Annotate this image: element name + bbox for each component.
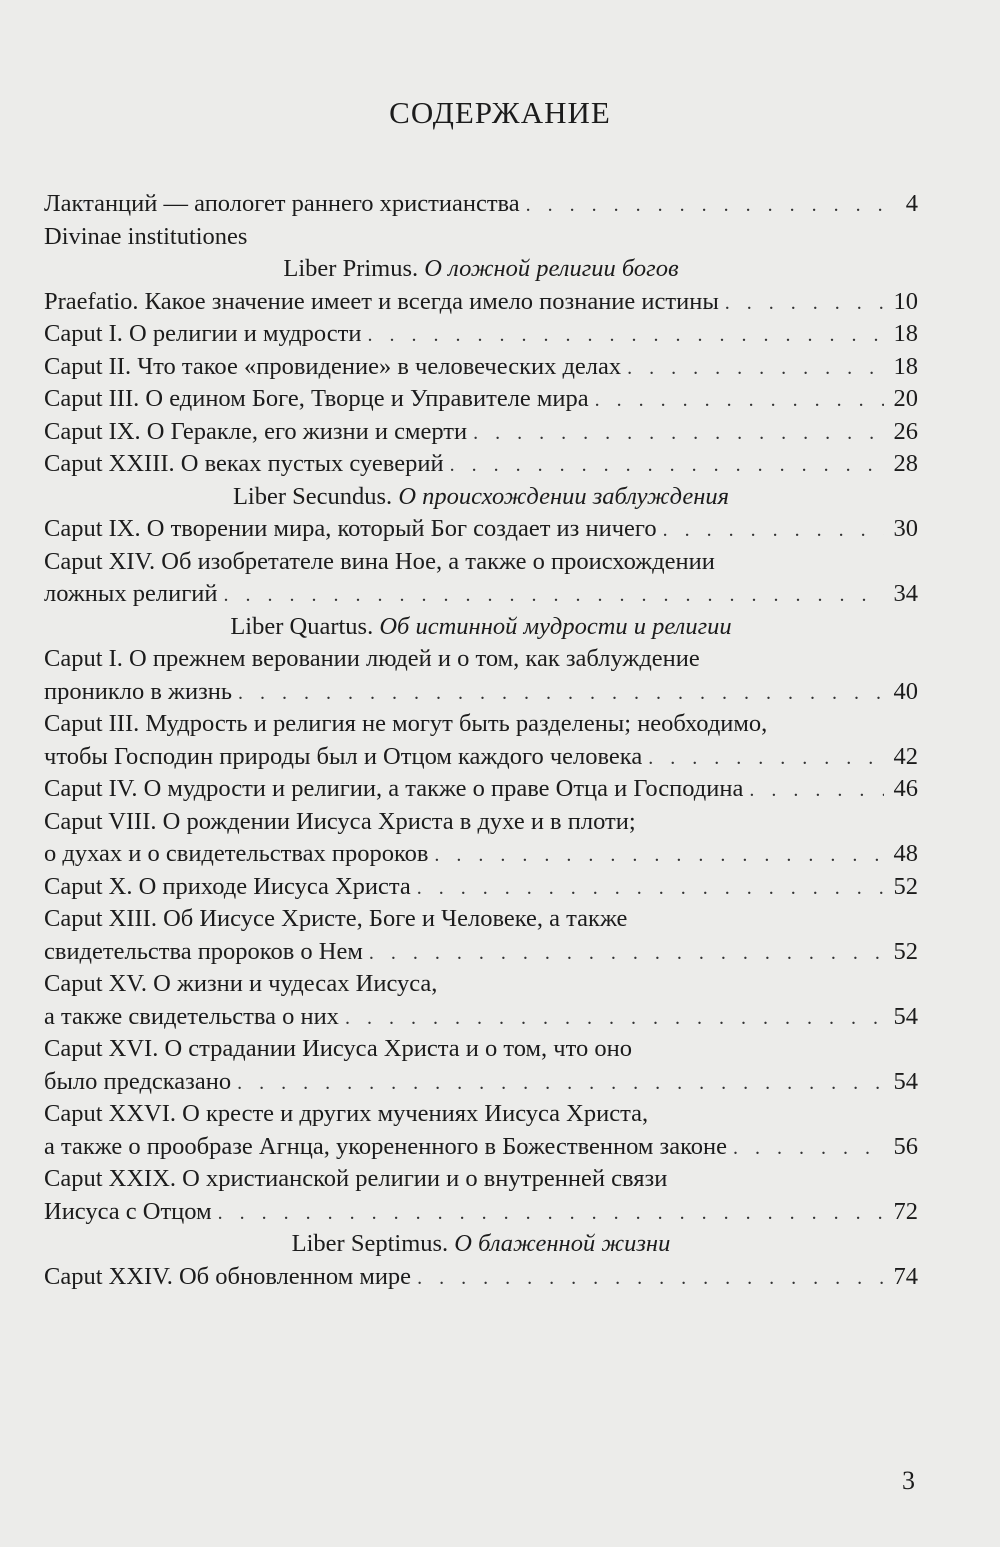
toc-entry-text: проникло в жизнь — [44, 677, 233, 705]
toc-entry — [44, 1098, 918, 1163]
dot-leader — [367, 319, 884, 352]
toc-entry-text: Лактанций — апологет раннего христианства — [44, 190, 520, 217]
toc-entry-text: Caput XV. О жизни и чудесах Иисуса, — [44, 970, 438, 997]
toc-entry — [44, 351, 918, 384]
toc-entry-line — [44, 708, 918, 741]
toc-entry — [44, 903, 918, 968]
book-russian-title: О блаженной жизни — [454, 1230, 671, 1257]
toc-page-number: 18 — [893, 320, 918, 347]
dot-leader — [417, 1262, 884, 1295]
dot-leader — [345, 1002, 884, 1035]
toc-page-number: 26 — [893, 417, 918, 445]
book-russian-title: О ложной религии богов — [424, 255, 679, 282]
toc-entry-text: Caput XVI. О страдании Иисуса Христа и о том, что оно — [44, 1035, 632, 1062]
toc-entry-text: Caput IX. О творении мира, который Бог создает из ничего — [44, 515, 657, 542]
toc-entry-line — [44, 806, 918, 839]
toc-entry-text: Caput XIV. Об изобретателе вина Ное, а также о происхождении — [44, 547, 715, 575]
toc-entry-line — [44, 1066, 918, 1099]
toc-entry-text: Caput X. О приходе Иисуса Христа — [44, 872, 411, 900]
book-russian-title: Об истинной мудрости и религии — [379, 612, 732, 640]
toc-entry-text: Caput I. О религии и мудрости — [44, 320, 362, 347]
page-title: СОДЕРЖАНИЕ — [389, 95, 611, 130]
toc-entry-line — [44, 1098, 918, 1131]
toc-entry — [44, 416, 918, 449]
toc-entry-text: Caput IX. О Геракле, его жизни и смерти — [44, 417, 468, 445]
toc-entry-line — [44, 936, 918, 969]
dot-leader — [417, 872, 884, 905]
book-heading — [44, 1228, 918, 1261]
toc-entry — [44, 773, 918, 806]
toc-page-number: 10 — [893, 287, 918, 315]
toc-entry-line — [44, 676, 918, 709]
toc-entry — [44, 708, 918, 773]
book-latin-title: Liber Quartus. — [230, 612, 374, 640]
dot-leader — [369, 937, 884, 970]
toc-entry-text: свидетельства пророков о Нем — [44, 937, 363, 965]
dot-leader — [434, 839, 884, 872]
toc-entry-line — [44, 1261, 918, 1294]
book-heading — [44, 611, 918, 644]
toc-entry-line — [44, 383, 918, 416]
toc-entry-text: Caput I. О прежнем веровании людей и о том, как заблуждение — [44, 645, 700, 672]
toc-entry-line — [44, 1001, 918, 1034]
toc-entry-line — [44, 286, 918, 319]
toc-entry — [44, 1163, 918, 1228]
toc-entry-line — [44, 351, 918, 384]
toc-page-number: 34 — [893, 580, 918, 607]
toc-entry-line — [44, 773, 918, 806]
toc-page-number: 74 — [893, 1262, 918, 1290]
toc-entry-line — [44, 416, 918, 449]
toc-entry-text: Caput XXIII. О веках пустых суеверий — [44, 450, 444, 477]
toc-entry-text: Caput XXIV. Об обновленном мире — [44, 1262, 412, 1290]
toc-entry — [44, 643, 918, 708]
toc-entry-text: Caput XXIX. О христианской религии и о внутренней связи — [44, 1165, 668, 1192]
book-latin-title: Liber Primus. — [283, 255, 419, 282]
toc-page-number: 4 — [905, 190, 918, 217]
toc-entry — [44, 806, 918, 871]
toc-entry-text: Caput XIII. Об Иисусе Христе, Боге и Человеке, а также — [44, 905, 628, 932]
toc-page-number: 18 — [893, 352, 918, 380]
toc-page-number: 30 — [893, 515, 918, 542]
toc-entry-line — [44, 1196, 918, 1229]
toc-page-number: 72 — [893, 1197, 918, 1225]
toc-entry-line — [44, 578, 918, 611]
dot-leader — [733, 1132, 884, 1165]
toc-entry — [44, 871, 918, 904]
toc-entry-text: ложных религий — [44, 580, 218, 607]
toc-entry-line — [44, 871, 918, 904]
dot-leader — [238, 677, 884, 710]
toc-page-number: 54 — [893, 1067, 918, 1095]
toc-page-number: 48 — [893, 840, 918, 867]
book-latin-title: Liber Secundus. — [232, 482, 393, 510]
toc-entry-line — [44, 513, 918, 546]
toc-page-number: 56 — [893, 1132, 918, 1160]
toc-entry-text: Caput III. О едином Боге, Творце и Управителе мира — [44, 385, 589, 412]
toc-entry-line — [44, 448, 918, 481]
book-latin-title: Liber Septimus. — [291, 1230, 449, 1257]
toc-entry-text: о духах и о свидетельствах пророков — [44, 840, 429, 867]
toc-entry-line — [44, 968, 918, 1001]
dot-leader — [223, 579, 884, 612]
toc-entry-line — [44, 1131, 918, 1164]
toc-page-number: 20 — [893, 385, 918, 412]
toc-page-number: 54 — [893, 1002, 918, 1030]
toc-entry-line — [44, 1163, 918, 1196]
toc-page-number: 46 — [893, 775, 918, 802]
toc-page-number: 52 — [893, 872, 918, 900]
book-russian-title: О происхождении заблуждения — [398, 482, 730, 510]
toc-entry — [44, 286, 918, 319]
dot-leader — [749, 774, 884, 807]
toc-entry-text: а также о прообразе Агнца, укорененного в Божественном законе — [44, 1132, 727, 1160]
toc-entry-text: Caput IV. О мудрости и религии, а также о праве Отца и Господина — [44, 775, 744, 802]
toc-books — [44, 253, 918, 1293]
toc-entry-line — [44, 741, 918, 774]
toc-entry-text: Praefatio. Какое значение имеет и всегда имело познание истины — [44, 287, 719, 315]
dot-leader — [663, 514, 884, 547]
toc-entry-text: а также свидетельства о них — [44, 1002, 339, 1030]
toc-entry-text: чтобы Господин природы был и Отцом каждого человека — [44, 742, 643, 770]
toc-entry — [44, 513, 918, 546]
toc-entry-text: было предсказано — [44, 1067, 232, 1095]
toc-entry-text: Caput III. Мудрость и религия не могут быть разделены; необходимо, — [44, 710, 768, 737]
toc-entry-intro — [44, 188, 918, 221]
toc-entry-text: Caput II. Что такое «провидение» в человеческих делах — [44, 352, 622, 380]
dot-leader — [218, 1197, 884, 1230]
toc-entry-line — [44, 1033, 918, 1066]
toc-entry — [44, 1033, 918, 1098]
page-number: 3 — [902, 1466, 915, 1495]
toc-entry — [44, 968, 918, 1033]
toc-entry — [44, 318, 918, 351]
toc-entry — [44, 383, 918, 416]
toc-entry — [44, 546, 918, 611]
toc-page-number: 28 — [893, 450, 918, 477]
toc-page-number: 52 — [893, 937, 918, 965]
dot-leader — [473, 417, 884, 450]
book-heading — [44, 481, 918, 514]
toc-page-number: 42 — [893, 742, 918, 770]
dot-leader — [725, 287, 884, 320]
toc-entry-line — [44, 643, 918, 676]
toc-entry-line — [44, 903, 918, 936]
dot-leader — [526, 189, 884, 222]
dot-leader — [627, 352, 884, 385]
dot-leader — [595, 384, 884, 417]
toc-entry-text: Иисуса с Отцом — [44, 1197, 212, 1225]
toc-entry — [44, 1261, 918, 1294]
work-title: Divinae institutiones — [44, 222, 248, 250]
toc-page-number: 40 — [893, 677, 918, 705]
toc-entry-text: Caput XXVI. О кресте и других мучениях Иисуса Христа, — [44, 1100, 649, 1127]
toc-entry-text: Caput VIII. О рождении Иисуса Христа в духе и в плоти; — [44, 807, 636, 835]
dot-leader — [237, 1067, 884, 1100]
book-heading — [44, 253, 918, 286]
toc-entry-line — [44, 546, 918, 579]
dot-leader — [450, 449, 884, 482]
toc-entry — [44, 448, 918, 481]
toc-entry-line — [44, 838, 918, 871]
table-of-contents — [44, 188, 918, 1293]
dot-leader — [648, 742, 884, 775]
toc-entry-line — [44, 318, 918, 351]
